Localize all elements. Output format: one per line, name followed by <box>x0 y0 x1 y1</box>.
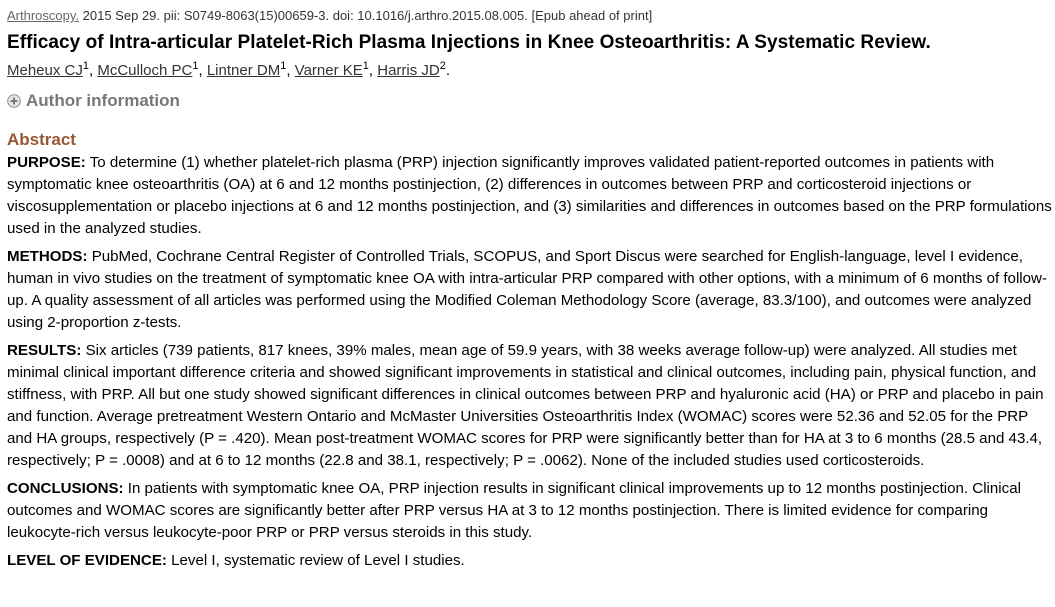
abstract-level-of-evidence <box>7 550 1053 572</box>
section-text-purpose: To determine (1) whether platelet-rich plasma (PRP) injection significantly improves validated patient-reported outcomes in patients with symptomatic knee osteoarthritis (OA) at 6 and 12 months postinjection, (2) differences in outcomes between PRP and corticosteroid injections or viscosupplementation or placebo injections at 6 and 12 months postinjection, and (3) similarities and differences in outcomes based on the PRP formulations used in the analyzed studies. <box>7 154 1052 237</box>
section-label-level-of-evidence: LEVEL OF EVIDENCE: <box>7 552 167 569</box>
journal-link[interactable]: Arthroscopy. <box>7 8 80 23</box>
abstract-methods <box>7 246 1053 334</box>
author-affiliation: 1 <box>362 60 369 72</box>
abstract-results <box>7 340 1053 472</box>
section-label-conclusions: CONCLUSIONS: <box>7 480 124 497</box>
author-list: Meheux $CJ^1$, McCulloch $PC^1$, Lintner $DM^1$, Varner $KE^1$, Harris $JD^2$. <box>7 60 451 79</box>
author-link[interactable]: Meheux CJ <box>7 62 83 79</box>
author-affiliation: 1 <box>192 60 199 72</box>
author-link[interactable]: McCulloch PC <box>97 62 193 79</box>
plus-circle-icon <box>7 94 21 108</box>
section-text-level-of-evidence: Level I, systematic review of Level I studies. <box>171 552 465 569</box>
author-affiliation: 1 <box>280 60 287 72</box>
author-affiliation: 1 <box>82 60 89 72</box>
abstract-heading: Abstract <box>7 130 76 149</box>
section-label-methods: METHODS: <box>7 248 88 265</box>
abstract-conclusions <box>7 478 1053 544</box>
section-text-conclusions: In patients with symptomatic knee OA, PRP injection results in significant clinical improvements up to 12 months postinjection. Clinical outcomes and WOMAC scores are significantly better after PRP versus HA at 3 to 12 months postinjection. There is limited evidence for comparing leukocyte-rich versus leukocyte-poor PRP or PRP versus steroids in this study. <box>7 480 1021 541</box>
article-title: Efficacy of Intra-articular Platelet-Rich Plasma Injections in Knee Osteoarthritis: A Systematic Review. <box>7 32 931 53</box>
citation-line <box>7 7 1053 24</box>
section-text-methods: PubMed, Cochrane Central Register of Controlled Trials, SCOPUS, and Sport Discus were searched for English-language, level I evidence, human in vivo studies on the treatment of symptomatic knee OA with intra-articular PRP compared with other options, with a minimum of 6 months of follow-up. A quality assessment of all articles was performed using the Modified Coleman Methodology Score (average, 83.3/100), and outcomes were analyzed using 2-proportion z-tests. <box>7 248 1047 331</box>
author-link[interactable]: Lintner DM <box>206 62 281 79</box>
author-affiliation: 2 <box>439 60 446 72</box>
author-information-toggle[interactable] <box>7 90 1053 111</box>
section-text-results: Six articles (739 patients, 817 knees, 39% males, mean age of 59.9 years, with 38 weeks average follow-up) were analyzed. All studies met minimal clinical important difference criteria and showed significant improvements in statistical and clinical outcomes, including pain, physical function, and stiffness, with PRP. All but one study showed significant differences in clinical outcomes between PRP and hyaluronic acid (HA) or PRP and placebo in pain and function. Average pretreatment Western Ontario and McMaster Universities Osteoarthritis Index (WOMAC) scores were 52.36 and 52.05 for the PRP and HA groups, respectively (P = .420). Mean post-treatment WOMAC scores for PRP were significantly better than for HA at 3 to 6 months (28.5 and 43.4, respectively; P = .0008) and at 6 to 12 months (22.8 and 38.1, respectively; P = .0062). None of the included studies used corticosteroids. <box>7 342 1044 469</box>
abstract-purpose <box>7 152 1053 240</box>
author-link[interactable]: Harris JD <box>377 62 440 79</box>
section-label-results: RESULTS: <box>7 342 82 359</box>
section-label-purpose: PURPOSE: <box>7 154 86 171</box>
author-link[interactable]: Varner KE <box>294 62 363 79</box>
author-information-label: Author information <box>26 91 180 110</box>
citation-details: 2015 Sep 29. pii: S0749-8063(15)00659-3. doi: 10.1016/j.arthro.2015.08.005. [Epub ahead of print] <box>82 8 653 23</box>
